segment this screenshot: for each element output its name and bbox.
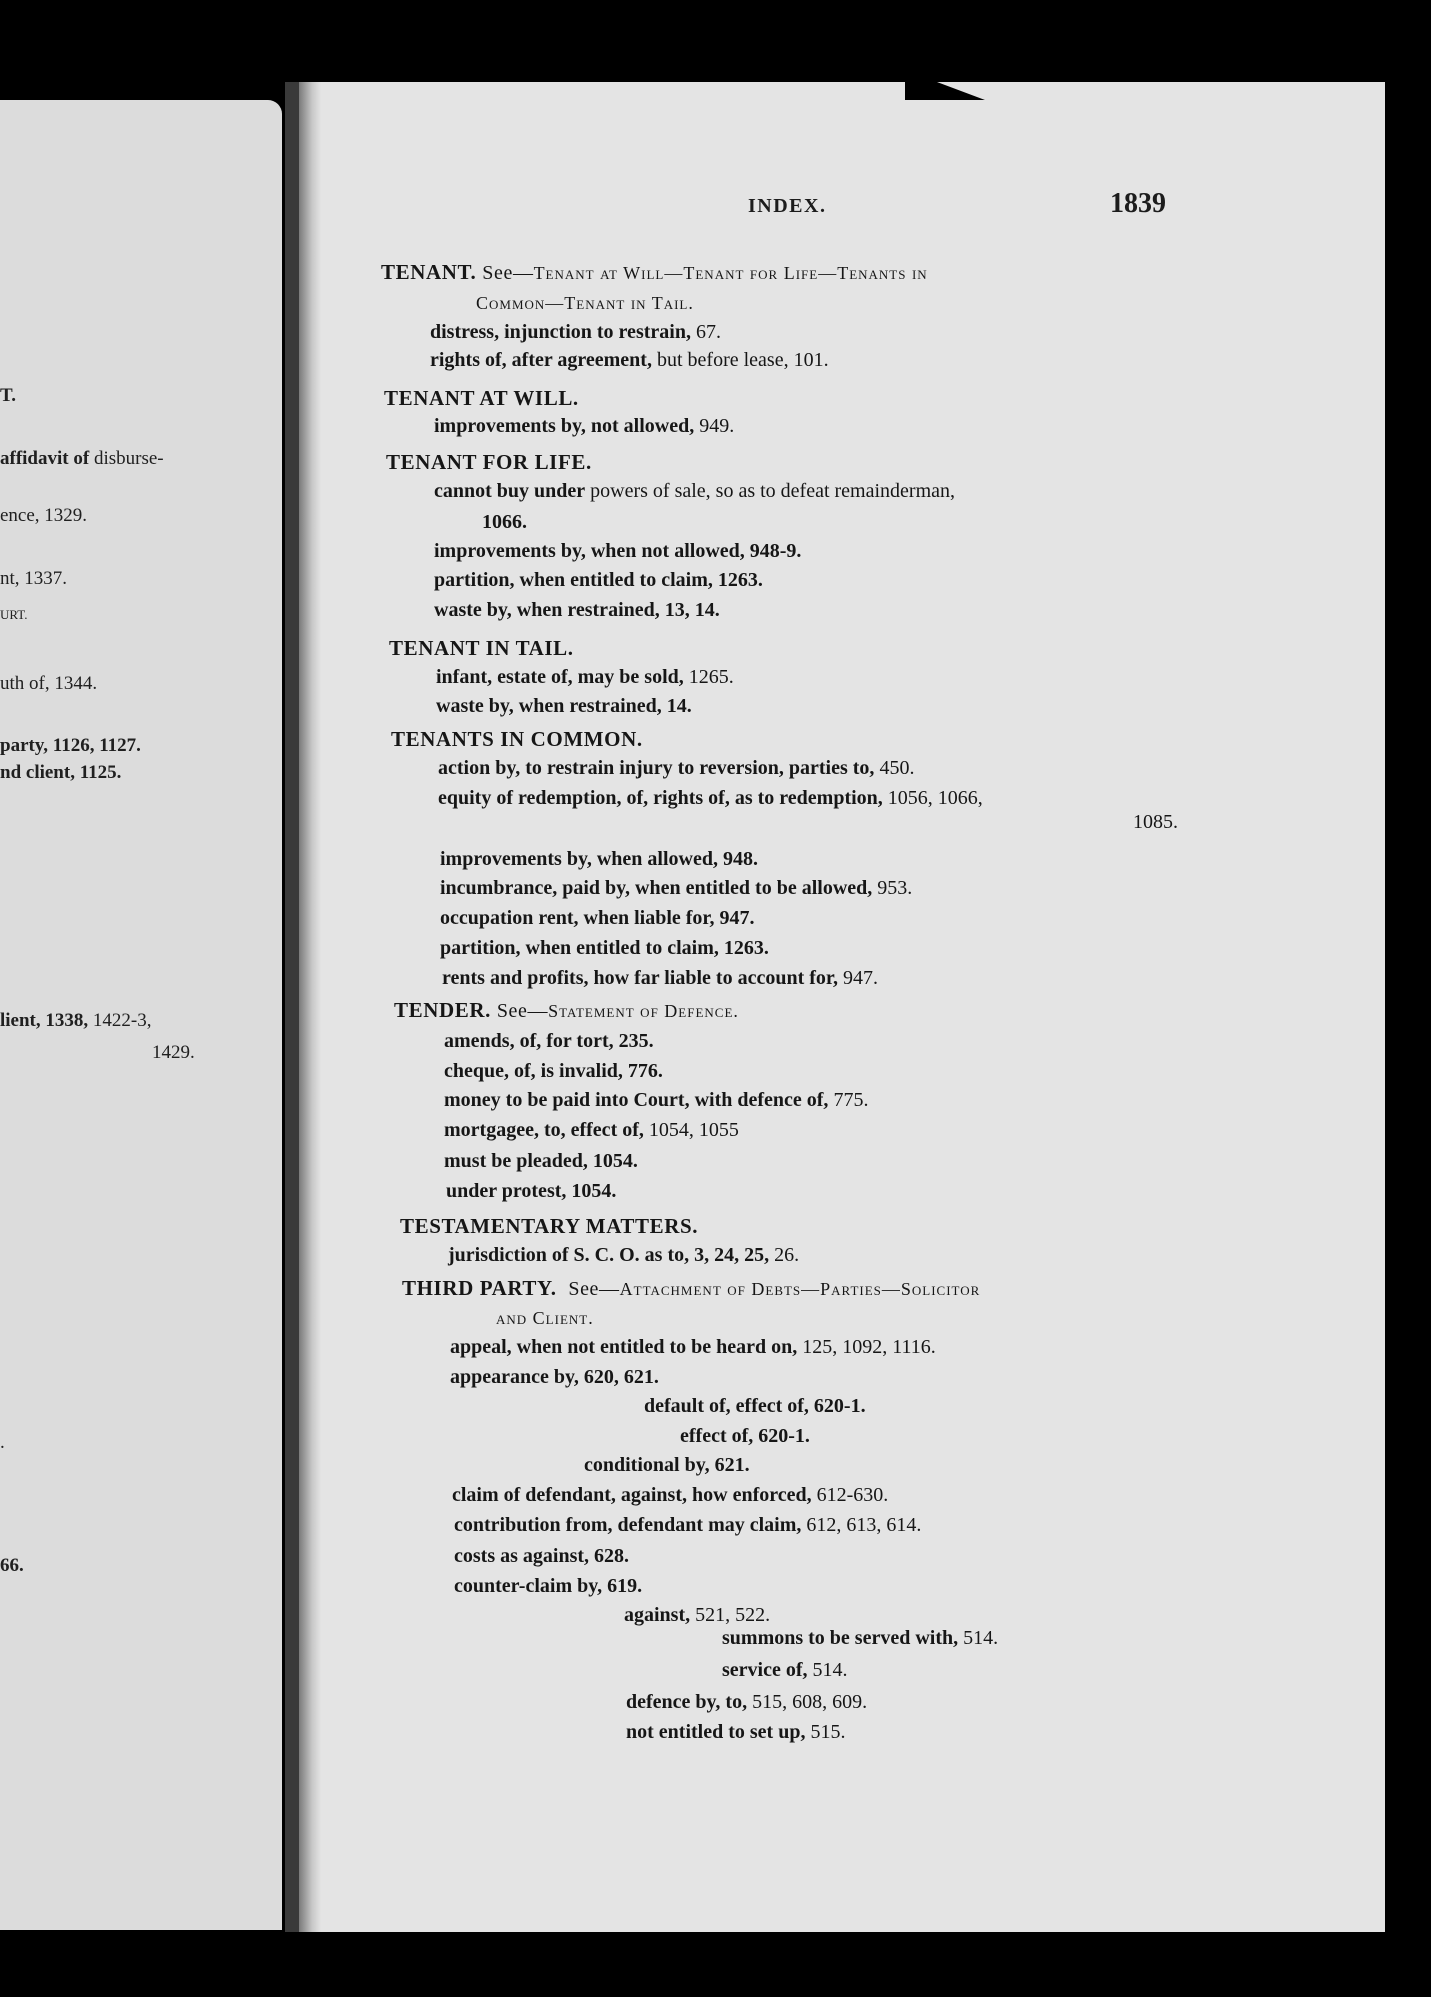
left-fragment: nd client, 1125. [0,762,122,783]
left-fragment: 1429. [152,1042,195,1063]
index-cross-reference: Common—Tenant in Tail. [476,293,694,313]
index-cross-reference: and Client. [496,1308,594,1328]
index-headword: TENANT. See—Tenant at Will—Tenant for Life—Tenants in [381,260,928,284]
index-subentry: effect of, 620-1. [680,1425,810,1447]
index-entry: under protest, 1054. [446,1180,617,1202]
left-fragment: lient, 1338, 1422-3, [0,1010,152,1031]
page-gutter-shadow [299,82,321,1932]
index-entry: improvements by, when allowed, 948. [440,848,758,870]
torn-corner [905,70,985,100]
index-entry: occupation rent, when liable for, 947. [440,907,755,929]
index-entry: appearance by, 620, 621. [450,1366,659,1388]
left-fragment: 66. [0,1555,24,1576]
left-fragment: URT. [0,607,28,622]
index-subentry: against, 521, 522. [624,1604,771,1626]
index-entry: action by, to restrain injury to reversion, parties to, 450. [438,757,915,779]
index-entry-continuation: 1085. [1133,811,1178,833]
index-entry: partition, when entitled to claim, 1263. [434,569,763,591]
index-entry: counter-claim by, 619. [454,1575,643,1597]
index-headword: TENANT FOR LIFE. [386,450,592,474]
left-fragment: ence, 1329. [0,505,88,526]
index-headword: TENDER. See—Statement of Defence. [394,998,739,1022]
left-page [0,100,282,1930]
index-headword: THIRD PARTY. See—Attachment of Debts—Parties—Solicitor [402,1276,981,1300]
index-subentry: default of, effect of, 620-1. [644,1395,866,1417]
index-entry: must be pleaded, 1054. [444,1150,638,1172]
index-entry: contribution from, defendant may claim, 612, 613, 614. [454,1514,922,1536]
left-fragment: nt, 1337. [0,568,68,589]
index-subentry: service of, 514. [722,1659,848,1681]
index-entry: rents and profits, how far liable to account for, 947. [442,967,878,989]
index-entry: money to be paid into Court, with defence of, 775. [444,1089,869,1111]
index-entry: appeal, when not entitled to be heard on, 125, 1092, 1116. [450,1336,936,1358]
index-entry: improvements by, when not allowed, 948-9. [434,540,802,562]
page-number: 1839 [1110,188,1166,219]
index-headword: TESTAMENTARY MATTERS. [400,1214,699,1238]
index-entry: distress, injunction to restrain, 67. [430,321,721,343]
index-entry: waste by, when restrained, 13, 14. [434,599,720,621]
index-entry: equity of redemption, of, rights of, as to redemption, 1056, 1066, [438,787,983,809]
index-entry: infant, estate of, may be sold, 1265. [436,666,734,688]
index-entry: incumbrance, paid by, when entitled to be allowed, 953. [440,877,913,899]
index-entry: amends, of, for tort, 235. [444,1030,654,1052]
index-entry: rights of, after agreement, but before lease, 101. [430,349,829,371]
running-head: INDEX. [748,195,827,217]
left-fragment: party, 1126, 1127. [0,735,141,756]
index-entry: cannot buy under powers of sale, so as to defeat remainderman, [434,480,956,502]
index-subentry: defence by, to, 515, 608, 609. [626,1691,868,1713]
index-headword: TENANTS IN COMMON. [391,727,643,751]
index-entry: jurisdiction of S. C. O. as to, 3, 24, 25, 26. [448,1244,800,1266]
index-entry: costs as against, 628. [454,1545,630,1567]
index-subentry: not entitled to set up, 515. [626,1721,846,1743]
index-headword: TENANT AT WILL. [384,386,579,410]
left-fragment: T. [0,385,17,406]
index-entry: 1066. [482,511,527,533]
index-entry: improvements by, not allowed, 949. [434,415,735,437]
left-fragment: uth of, 1344. [0,673,98,694]
index-entry: claim of defendant, against, how enforced, 612-630. [452,1484,889,1506]
index-entry: partition, when entitled to claim, 1263. [440,937,769,959]
index-subentry: summons to be served with, 514. [722,1627,999,1649]
left-fragment: . [0,1432,5,1453]
left-fragment: affidavit of disburse- [0,448,164,469]
index-entry: mortgagee, to, effect of, 1054, 1055 [444,1119,739,1141]
index-headword: TENANT IN TAIL. [389,636,574,660]
index-entry: cheque, of, is invalid, 776. [444,1060,663,1082]
index-entry: waste by, when restrained, 14. [436,695,692,717]
index-subentry: conditional by, 621. [584,1454,750,1476]
